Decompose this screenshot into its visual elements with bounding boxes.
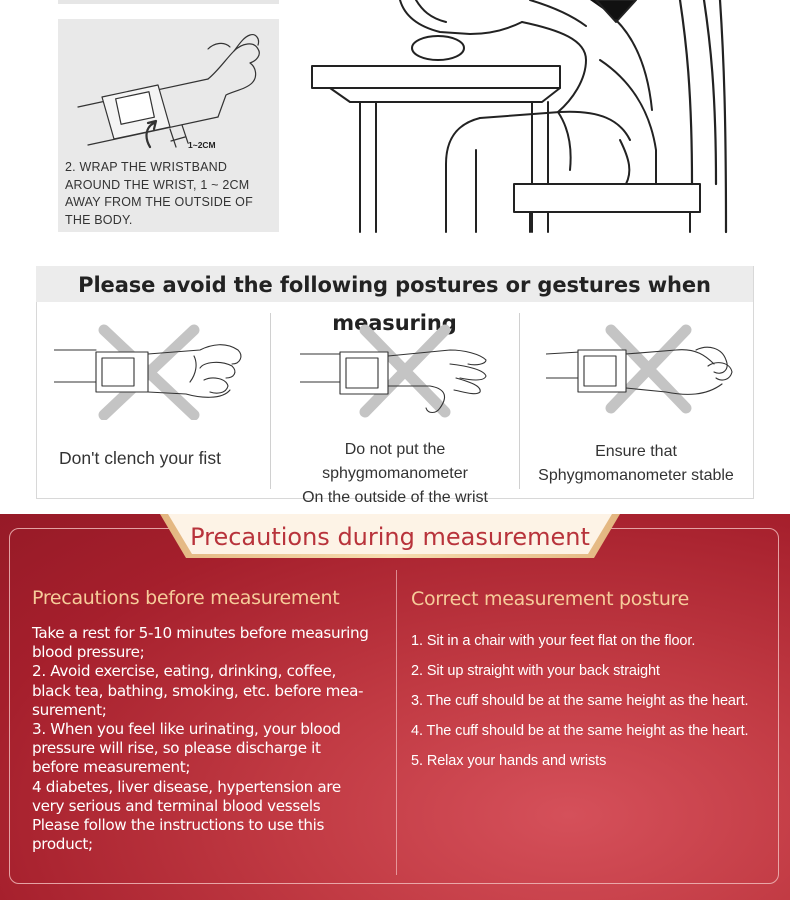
before-measurement-text: Take a rest for 5-10 minutes before measuring blood pressure; 2. Avoid exercise, eating, drinking, coffee, black tea, bathing, smoking, etc. before mea- surement; 3. When you feel like urinating, your blood pressure will rise, so please discharge it before measurement; 4 diabetes, liver disease, hypertension are very serious and terminal blood vessels Please follow the instructions to use this product; (32, 624, 369, 854)
caption-line: On the outside of the wrist (302, 489, 488, 506)
outside-wrist-icon (300, 320, 500, 420)
caption-outside-wrist (271, 438, 519, 510)
distance-label: 1~2CM (188, 140, 216, 150)
posture-item: 2. Sit up straight with your back straight (411, 663, 660, 679)
posture-item: 4. The cuff should be at the same height as the heart. (411, 723, 749, 739)
posture-item: 1. Sit in a chair with your feet flat on the floor. (411, 633, 696, 649)
clenched-fist-icon (54, 320, 254, 420)
caption-line: Ensure that (595, 443, 677, 460)
step2-instruction-text: 2. WRAP THE WRISTBAND AROUND THE WRIST, 1 ~ 2CM AWAY FROM THE OUTSIDE OF THE BODY. (65, 160, 253, 227)
caption-line: Sphygmomanometer stable (538, 467, 734, 484)
seated-posture-illustration-icon (300, 0, 740, 235)
unstable-wrist-icon (546, 320, 746, 420)
avoid-postures-title: Please avoid the following postures or gestures when measuring (78, 273, 711, 335)
caption-line: Do not put the sphygmomanometer (322, 441, 468, 482)
before-measurement-heading: Precautions before measurement (32, 587, 340, 609)
column-divider (396, 570, 397, 875)
caption-clench-fist: Don't clench your fist (59, 448, 221, 468)
posture-item: 3. The cuff should be at the same height as the heart. (411, 693, 749, 709)
wrap-wristband-illustration-icon (58, 19, 279, 159)
previous-step-card-edge (58, 0, 279, 4)
posture-item: 5. Relax your hands and wrists (411, 753, 607, 769)
caption-stable (520, 440, 752, 488)
posture-heading: Correct measurement posture (411, 588, 690, 610)
step2-instruction-card (58, 19, 279, 232)
avoid-postures-header (36, 266, 753, 335)
precautions-banner-title: Precautions during measurement (190, 523, 590, 551)
